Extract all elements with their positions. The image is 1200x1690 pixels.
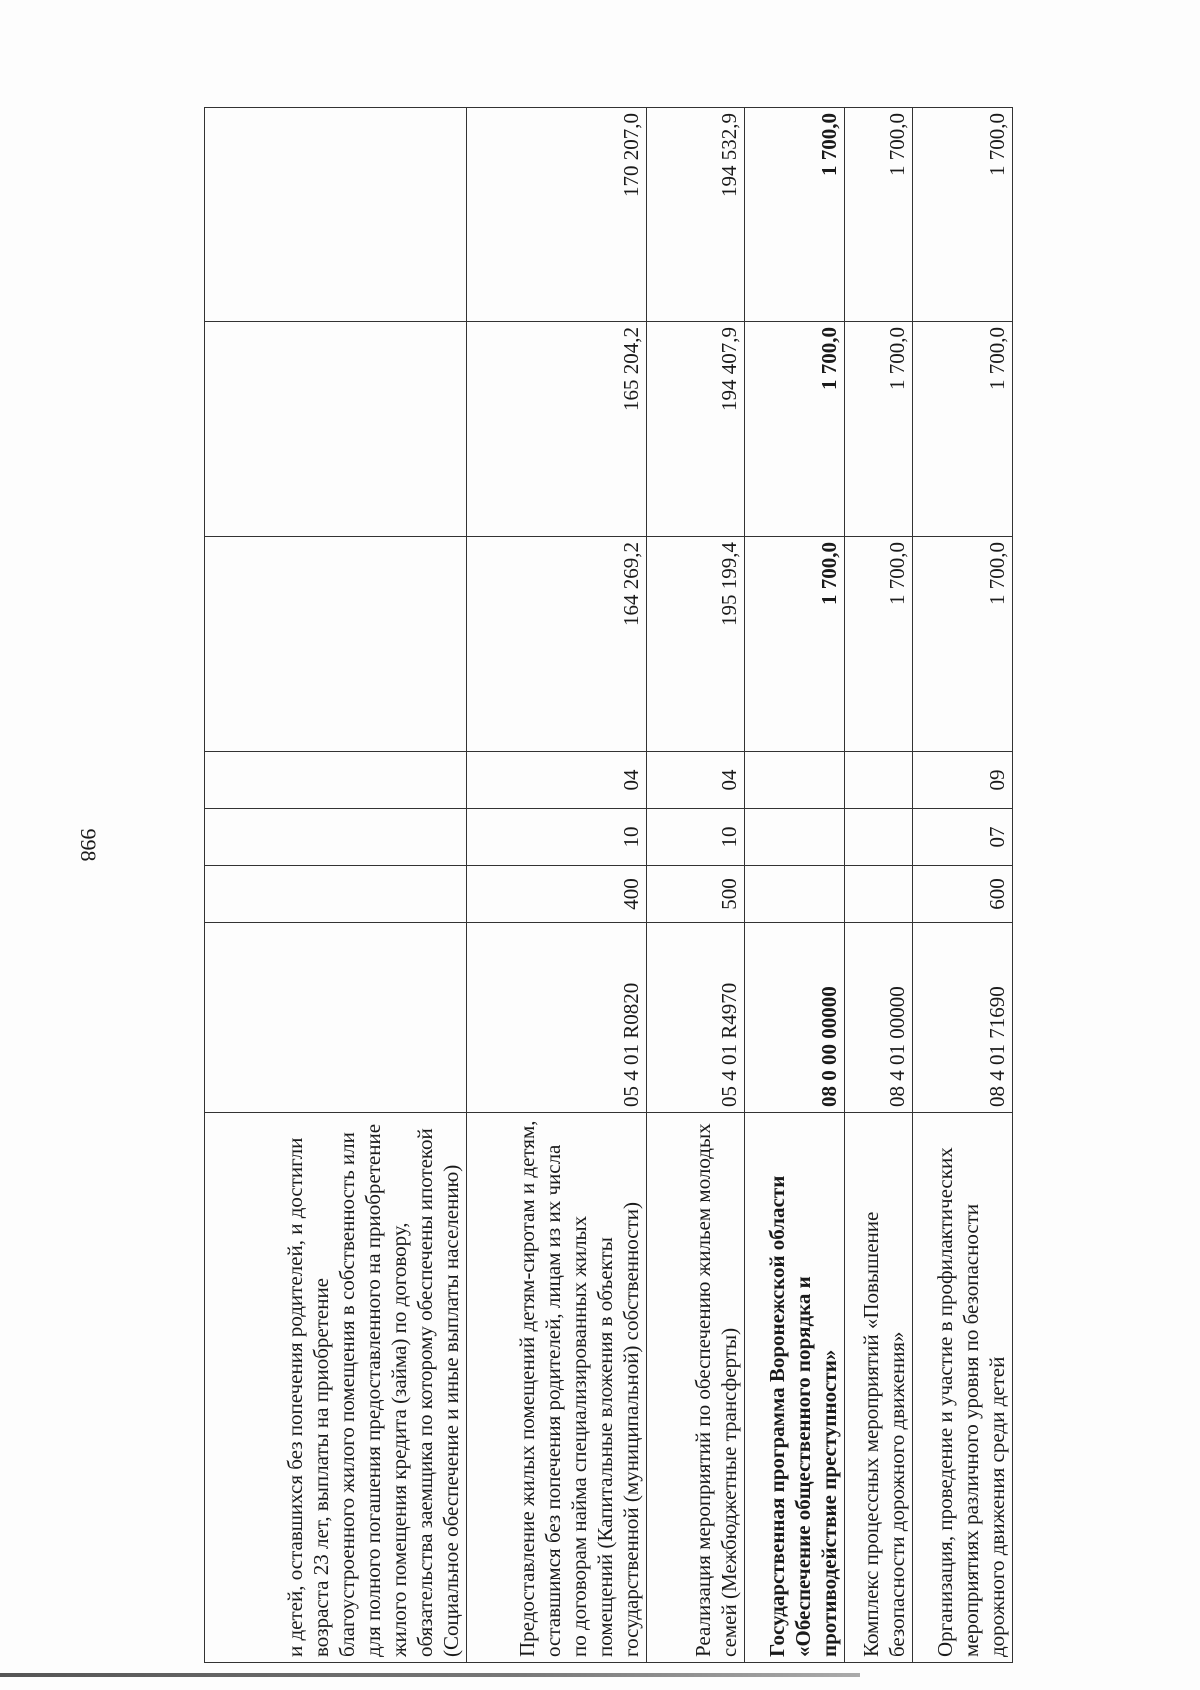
row-sum-year1: 1 700,0 bbox=[845, 537, 913, 752]
row-description: Государственная программа Воронежской области «Обеспечение общественного порядка и противодействие преступности» bbox=[745, 1113, 845, 1663]
row-sum-year1: 195 199,4 bbox=[647, 537, 745, 752]
row-target-code: 08 0 00 00000 bbox=[745, 923, 845, 1113]
row-description: Организация, проведение и участие в профилактических мероприятиях различного уровня по безопасности дорожного движения среди детей bbox=[913, 1113, 1013, 1663]
budget-table bbox=[204, 107, 1013, 1663]
budget-table-rotated bbox=[204, 108, 1012, 1663]
row-sum-year3 bbox=[205, 108, 467, 322]
row-target-code: 08 4 01 00000 bbox=[845, 923, 913, 1113]
row-description: Предоставление жилых помещений детям-сиротам и детям, оставшимся без попечения родителей, лицам из их числа по договорам найма специализированных жилых помещений (Капитальные вложения в объекты государственной (муниципальной) собственности) bbox=[467, 1113, 647, 1663]
row-sum-year1: 1 700,0 bbox=[913, 537, 1013, 752]
row-section: 10 bbox=[467, 809, 647, 866]
table-row bbox=[467, 108, 647, 1663]
row-sum-year2: 165 204,2 bbox=[467, 322, 647, 537]
row-section bbox=[745, 809, 845, 866]
row-target-code: 05 4 01 R0820 bbox=[467, 923, 647, 1113]
row-description: и детей, оставшихся без попечения родителей, и достигли возраста 23 лет, выплаты на приобретение благоустроенного жилого помещения в собственность или для полного погашения предоставленного на приобретение жилого помещения кредита (займа) по договору, обязательства заемщика по которому обеспечены ипотекой (Социальное обеспечение и иные выплаты населению) bbox=[205, 1113, 467, 1663]
row-subsection bbox=[845, 752, 913, 809]
row-sum-year3: 194 532,9 bbox=[647, 108, 745, 322]
row-sum-year2: 1 700,0 bbox=[745, 322, 845, 537]
row-target-code: 05 4 01 R4970 bbox=[647, 923, 745, 1113]
row-subsection bbox=[205, 752, 467, 809]
row-expense-type bbox=[845, 866, 913, 923]
row-expense-type bbox=[205, 866, 467, 923]
row-sum-year1: 1 700,0 bbox=[745, 537, 845, 752]
row-section: 10 bbox=[647, 809, 745, 866]
row-sum-year3: 170 207,0 bbox=[467, 108, 647, 322]
row-target-code: 08 4 01 71690 bbox=[913, 923, 1013, 1113]
row-sum-year3: 1 700,0 bbox=[913, 108, 1013, 322]
row-sum-year3: 1 700,0 bbox=[745, 108, 845, 322]
scan-edge-line bbox=[0, 1673, 860, 1677]
row-sum-year2: 194 407,9 bbox=[647, 322, 745, 537]
row-expense-type: 400 bbox=[467, 866, 647, 923]
table-row bbox=[745, 108, 845, 1663]
table-row bbox=[647, 108, 745, 1663]
row-expense-type bbox=[745, 866, 845, 923]
table-row bbox=[913, 108, 1013, 1663]
row-target-code bbox=[205, 923, 467, 1113]
row-section bbox=[845, 809, 913, 866]
row-section bbox=[205, 809, 467, 866]
row-description: Реализация мероприятий по обеспечению жильем молодых семей (Межбюджетные трансферты) bbox=[647, 1113, 745, 1663]
row-sum-year3: 1 700,0 bbox=[845, 108, 913, 322]
row-description: Комплекс процессных мероприятий «Повышение безопасности дорожного движения» bbox=[845, 1113, 913, 1663]
row-subsection bbox=[745, 752, 845, 809]
row-sum-year1 bbox=[205, 537, 467, 752]
table-row bbox=[205, 108, 467, 1663]
page-number: 998 bbox=[76, 828, 101, 862]
row-subsection: 04 bbox=[467, 752, 647, 809]
table-row bbox=[845, 108, 913, 1663]
row-section: 07 bbox=[913, 809, 1013, 866]
row-sum-year2: 1 700,0 bbox=[913, 322, 1013, 537]
row-sum-year2: 1 700,0 bbox=[845, 322, 913, 537]
row-sum-year2 bbox=[205, 322, 467, 537]
row-expense-type: 500 bbox=[647, 866, 745, 923]
row-sum-year1: 164 269,2 bbox=[467, 537, 647, 752]
row-subsection: 09 bbox=[913, 752, 1013, 809]
row-expense-type: 600 bbox=[913, 866, 1013, 923]
row-subsection: 04 bbox=[647, 752, 745, 809]
